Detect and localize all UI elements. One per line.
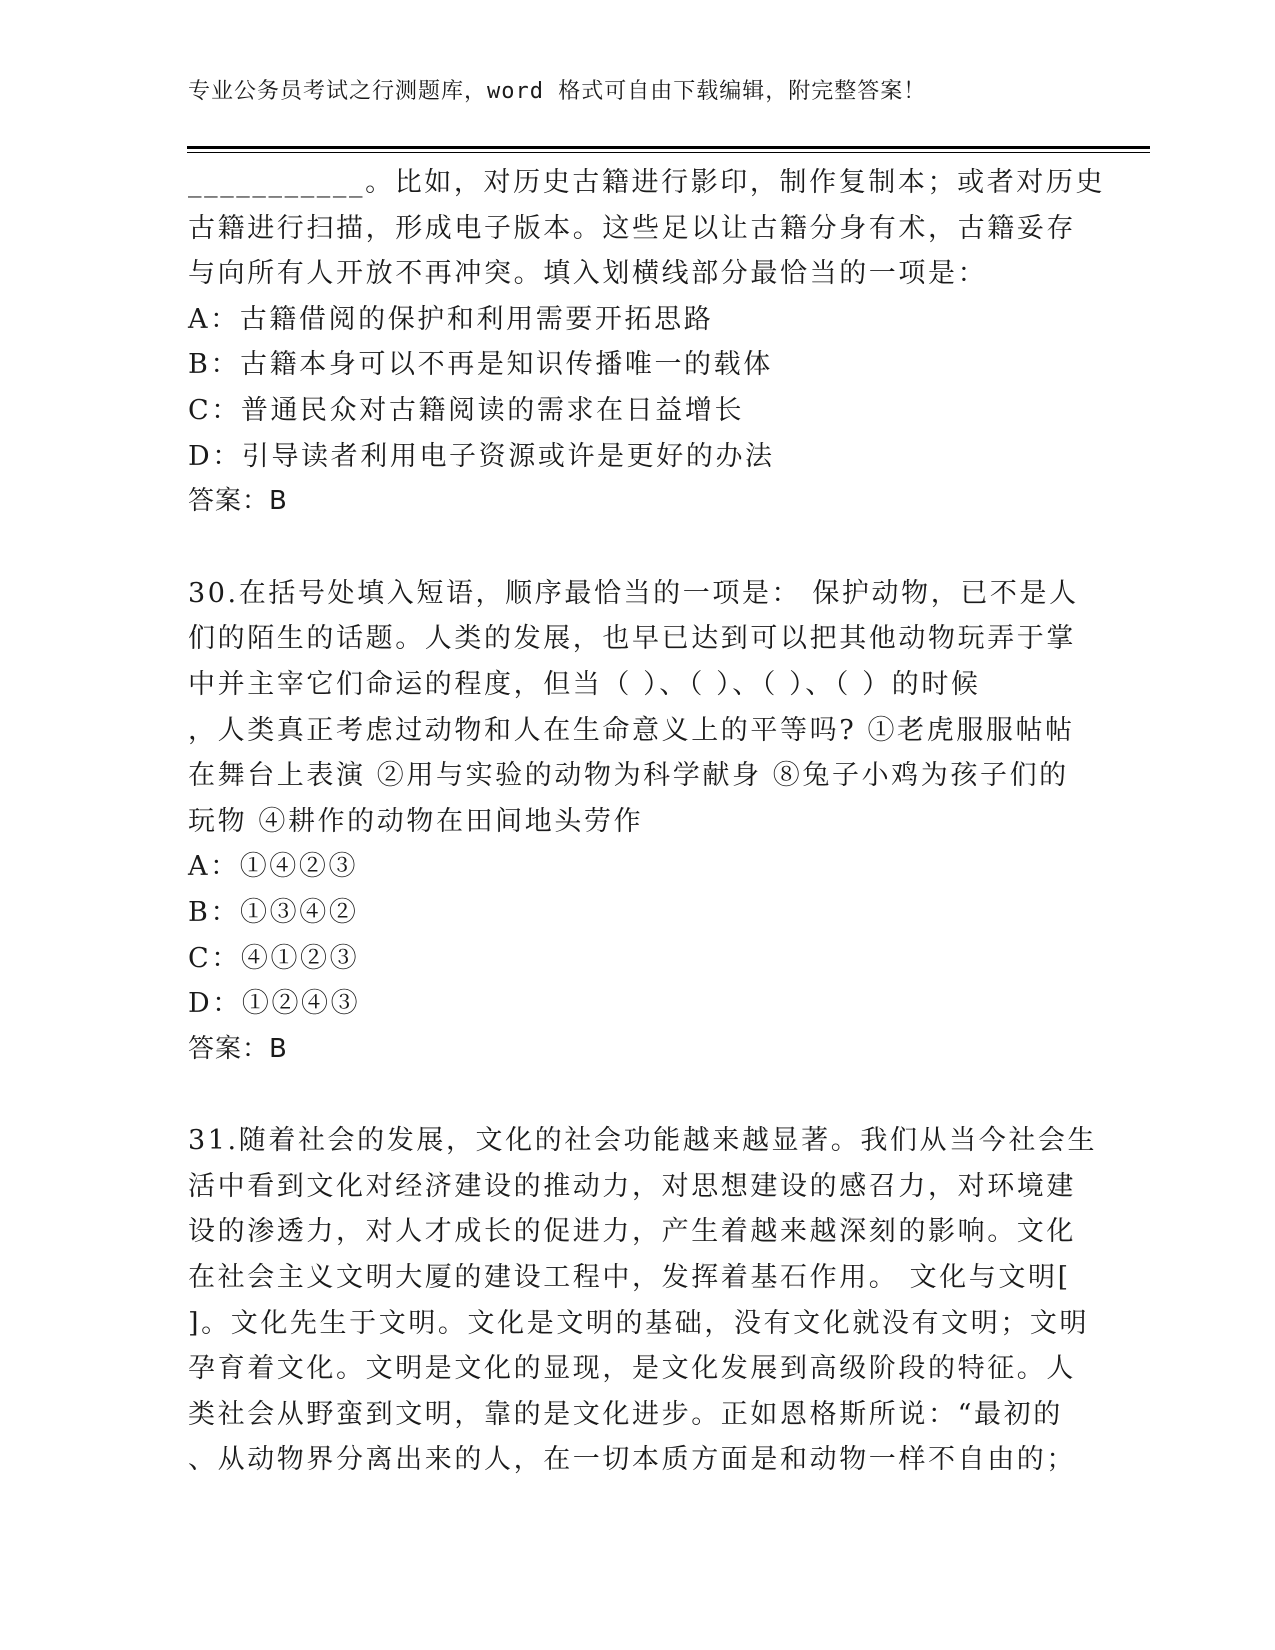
spacer [188, 525, 1088, 571]
option-d: D：引导读者利用电子资源或许是更好的办法 [188, 440, 775, 472]
question-text-line: 中并主宰它们命运的程度，但当（ ）、（ ）、（ ）、（ ）的时候 [188, 668, 981, 700]
option-c: C：④①②③ [188, 942, 360, 974]
question-text-line: 设的渗透力，对人才成长的促进力，产生着越来越深刻的影响。文化 [188, 1216, 1076, 1248]
answer-label: 答案：B [188, 486, 288, 517]
question-text-line: 孕育着文化。文明是文化的显现，是文化发展到高级阶段的特征。人 [188, 1353, 1076, 1385]
question-text-line: ___________。比如，对历史古籍进行影印，制作复制本；或者对历史 [188, 167, 1106, 198]
question-text-line: 类社会从野蛮到文明，靠的是文化进步。正如恩格斯所说：“最初的 [188, 1398, 1063, 1430]
option-a: A：①④②③ [188, 851, 359, 883]
question-31 [188, 1118, 1098, 1483]
option-b: B：①③④② [188, 896, 359, 928]
question-text-line: 、从动物界分离出来的人，在一切本质方面是和动物一样不自由的； [188, 1444, 1076, 1476]
page-header: 专业公务员考试之行测题库，word 格式可自由下载编辑，附完整答案！ [188, 79, 927, 104]
header-rule-thin [187, 152, 1150, 153]
header-rule-thick [187, 146, 1150, 149]
spacer [188, 1072, 1088, 1118]
question-text-line: ]。文化先生于文明。文化是文明的基础，没有文化就没有文明；文明 [188, 1307, 1090, 1339]
option-a: A：古籍借阅的保护和利用需要开拓思路 [188, 303, 714, 335]
document-body [188, 160, 1106, 1483]
option-d: D：①②④③ [188, 988, 361, 1020]
question-29 [188, 160, 1106, 525]
answer-label: 答案：B [188, 1033, 288, 1064]
question-text-line: 在舞台上表演 ②用与实验的动物为科学献身 ⑧兔子小鸡为孩子们的 [188, 760, 1069, 792]
option-c: C：普通民众对古籍阅读的需求在日益增长 [188, 394, 745, 426]
question-text-line: 活中看到文化对经济建设的推动力，对思想建设的感召力，对环境建 [188, 1170, 1076, 1202]
question-text-line: 30.在括号处填入短语，顺序最恰当的一项是： 保护动物，已不是人 [188, 577, 1079, 609]
question-text-line: 们的陌生的话题。人类的发展，也早已达到可以把其他动物玩弄于掌 [188, 623, 1076, 655]
question-text-line: 31.随着社会的发展，文化的社会功能越来越显著。我们从当今社会生 [188, 1125, 1098, 1157]
question-text-line: 与向所有人开放不再冲突。填入划横线部分最恰当的一项是： [188, 258, 988, 290]
question-text-line: 在社会主义文明大厦的建设工程中，发挥着基石作用。 文化与文明[ [188, 1262, 1071, 1294]
question-text-line: 古籍进行扫描，形成电子版本。这些足以让古籍分身有术，古籍妥存 [188, 212, 1076, 244]
question-text-line: 玩物 ④耕作的动物在田间地头劳作 [188, 805, 644, 837]
question-text-line: ，人类真正考虑过动物和人在生命意义上的平等吗? ①老虎服服帖帖 [188, 714, 1075, 746]
option-b: B：古籍本身可以不再是知识传播唯一的载体 [188, 349, 773, 381]
question-30 [188, 571, 1088, 1073]
